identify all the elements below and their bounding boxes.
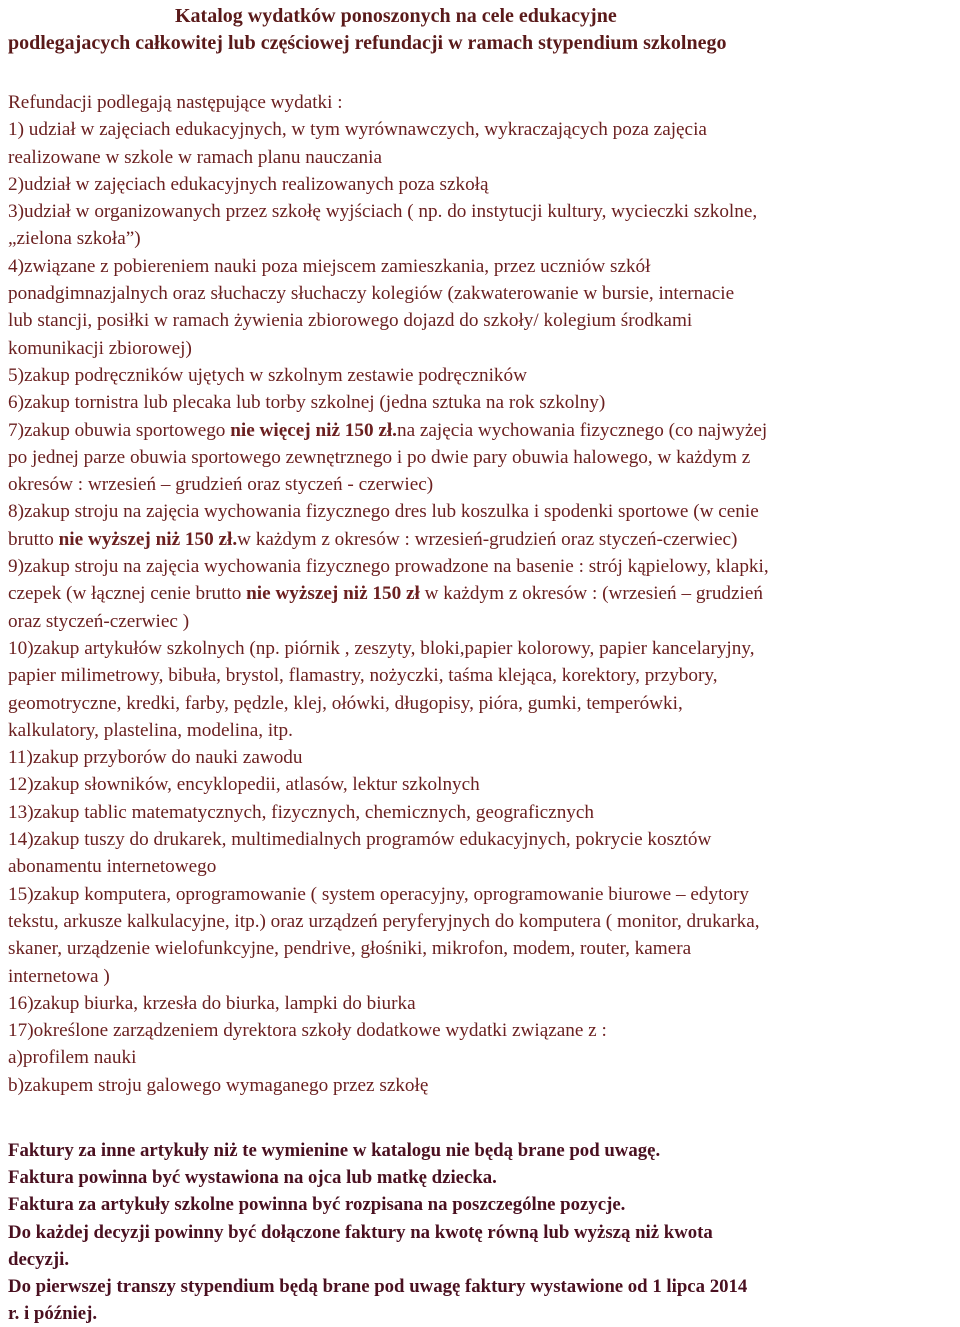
item-8-post: w każdym z okresów : wrzesień-grudzień oraz styczeń-czerwiec) [237, 528, 738, 550]
list-line: 1) udział w zajęciach edukacyjnych, w tym wyrównawczych, wykraczających poza zajęcia [8, 119, 707, 141]
list-line: 14)zakup tuszy do drukarek, multimedialnych programów edukacyjnych, pokrycie kosztów [8, 829, 712, 851]
item-7-line-1 [8, 417, 952, 444]
list-line: tekstu, arkusze kalkulacyjne, itp.) oraz urządzeń peryferyjnych do komputera ( monitor, drukarka, [8, 910, 760, 932]
item-9-pre: czepek (w łącznej cenie brutto [8, 583, 247, 605]
item-7-line-3: okresów : wrzesień – grudzień oraz styczeń - czerwiec) [8, 474, 434, 496]
list-line: lub stancji, posiłki w ramach żywienia zbiorowego dojazd do szkoły/ kolegium środkami [8, 310, 693, 332]
list-line: realizowane w szkole w ramach planu nauczania [8, 146, 382, 168]
list-line: kalkulatory, plastelina, modelina, itp. [8, 719, 293, 741]
list-line: 2)udział w zajęciach edukacyjnych realizowanych poza szkołą [8, 173, 489, 195]
note-line: Do każdej decyzji powinny być dołączone faktury na kwotę równą lub wyższą niż kwota [8, 1221, 713, 1243]
note-line: Faktura za artykuły szkolne powinna być rozpisana na poszczególne pozycje. [8, 1194, 626, 1216]
list-line: 15)zakup komputera, oprogramowanie ( system operacyjny, oprogramowanie biurowe – edytory [8, 883, 749, 905]
item-9-line-1: 9)zakup stroju na zajęcia wychowania fizycznego prowadzone na basenie : strój kąpielowy, klapki, [8, 556, 769, 578]
list-line: 3)udział w organizowanych przez szkołę wyjściach ( np. do instytucji kultury, wycieczki szkolne, [8, 201, 758, 223]
item-9-line-3: oraz styczeń-czerwiec ) [8, 610, 190, 632]
list-line: b)zakupem stroju galowego wymaganego przez szkołę [8, 1074, 429, 1096]
item-8-line-1: 8)zakup stroju na zajęcia wychowania fizycznego dres lub koszulka i spodenki sportowe (w cenie [8, 501, 759, 523]
list-line: 17)określone zarządzeniem dyrektora szkoły dodatkowe wydatki związane z : [8, 1020, 607, 1042]
list-line: 12)zakup słowników, encyklopedii, atlasów, lektur szkolnych [8, 774, 480, 796]
title-line-1: Katalog wydatków ponoszonych na cele edukacyjne [175, 5, 617, 27]
list-line: 16)zakup biurka, krzesła do biurka, lampki do biurka [8, 992, 416, 1014]
list-line: papier milimetrowy, bibuła, brystol, flamastry, nożyczki, taśma klejąca, korektory, przybory, [8, 665, 718, 687]
list-line: „zielona szkoła”) [8, 228, 141, 250]
item-7-pre: 7)zakup obuwia sportowego [8, 419, 231, 441]
list-line: komunikacji zbiorowej) [8, 337, 192, 359]
list-line: a)profilem nauki [8, 1047, 137, 1069]
list-line: 4)związane z pobiereniem nauki poza miejscem zamieszkania, przez uczniów szkół [8, 255, 651, 277]
list-line: 13)zakup tablic matematycznych, fizycznych, chemicznych, geograficznych [8, 801, 594, 823]
note-line: Faktura powinna być wystawiona na ojca lub matkę dziecka. [8, 1167, 497, 1189]
notes-section [0, 1137, 960, 1327]
item-7-price-limit: nie więcej niż 150 zł. [230, 419, 397, 441]
note-line: Do pierwszej transzy stypendium będą brane pod uwagę faktury wystawione od 1 lipca 2014 [8, 1276, 748, 1297]
list-line: geomotryczne, kredki, farby, pędzle, klej, ołówki, długopisy, pióra, gumki, temperówki, [8, 692, 683, 714]
note-line: Faktury za inne artykuły niż te wymienine w katalogu nie będą brane pod uwagę. [8, 1139, 661, 1161]
item-9-line-2 [8, 580, 952, 607]
item-9-price-limit: nie wyższej niż 150 zł [246, 583, 420, 605]
item-8-line-2 [8, 526, 952, 553]
list-line: 5)zakup podręczników ujętych w szkolnym zestawie podręczników [8, 364, 527, 386]
expense-list [0, 89, 960, 1099]
list-line: internetowa ) [8, 965, 110, 987]
list-line: 6)zakup tornistra lub plecaka lub torby szkolnej (jedna sztuka na rok szkolny) [8, 392, 606, 414]
document-title [0, 0, 960, 57]
item-7-post: na zajęcia wychowania fizycznego (co najwyżej [396, 419, 768, 441]
title-line-2: podlegajacych całkowitej lub częściowej refundacji w ramach stypendium szkolnego [8, 32, 727, 54]
list-line: ponadgimnazjalnych oraz słuchaczy słuchaczy kolegiów (zakwaterowanie w bursie, internacie [8, 283, 735, 305]
item-8-price-limit: nie wyższej niż 150 zł. [58, 528, 238, 550]
intro-text: Refundacji podlegają następujące wydatki : [8, 92, 343, 113]
note-line: r. i później. [8, 1303, 98, 1325]
item-9-post: w każdym z okresów : (wrzesień – grudzień [419, 583, 763, 605]
item-8-pre: brutto [8, 528, 59, 550]
list-line: skaner, urządzenie wielofunkcyjne, pendrive, głośniki, mikrofon, modem, router, kamera [8, 938, 692, 960]
list-line: 10)zakup artykułów szkolnych (np. piórnik , zeszyty, bloki,papier kolorowy, papier kancelaryjny, [8, 637, 755, 659]
list-line: abonamentu internetowego [8, 856, 217, 878]
list-line: 11)zakup przyborów do nauki zawodu [8, 747, 303, 769]
note-line: decyzji. [8, 1248, 70, 1270]
item-7-line-2: po jednej parze obuwia sportowego zewnętrznego i po dwie pary obuwia halowego, w każdym z [8, 446, 751, 468]
